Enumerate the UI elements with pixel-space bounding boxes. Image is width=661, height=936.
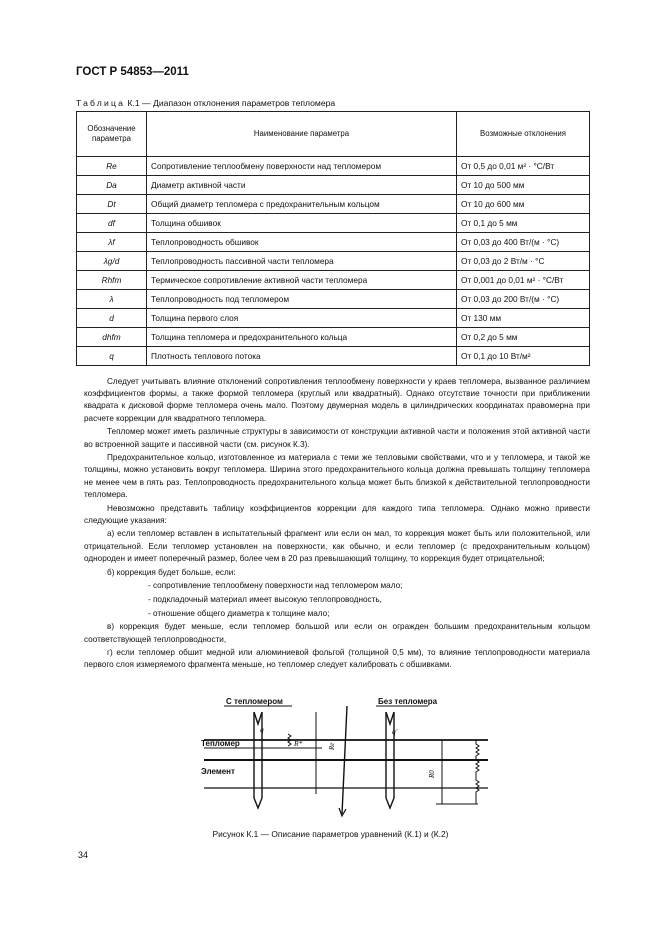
- cell-range: От 0,5 до 0,01 м² · °С/Вт: [457, 157, 590, 176]
- cell-name: Теплопроводность под тепломером: [147, 290, 457, 309]
- cell-symbol: df: [77, 214, 147, 233]
- table-row: [77, 214, 590, 233]
- paragraph: Предохранительное кольцо, изготовленное из материала с теми же тепловыми свойствами, что и у тепломера, и такой же толщины, можно установить вокруг тепломера. Ширина этого предохранительного кольца должна превышать толщину тепломера не менее чем в пять раз. Теплопроводность предохранительного кольца может быть близкой к действительной теплопроводности тепломера.: [84, 453, 590, 499]
- header-range: Возможные отклонения: [457, 112, 590, 157]
- document-title: ГОСТ Р 54853—2011: [76, 66, 189, 78]
- table-row: [77, 309, 590, 328]
- table-row: [77, 328, 590, 347]
- cell-symbol: Da: [77, 176, 147, 195]
- cell-range: От 10 до 600 мм: [457, 195, 590, 214]
- page-number: 34: [78, 850, 89, 860]
- cell-range: От 0,1 до 10 Вт/м²: [457, 347, 590, 366]
- cell-range: От 0,03 до 200 Вт/(м · °С): [457, 290, 590, 309]
- cell-symbol: λf: [77, 233, 147, 252]
- table-row: [77, 347, 590, 366]
- cell-name: Диаметр активной части: [147, 176, 457, 195]
- cell-range: От 130 мм: [457, 309, 590, 328]
- cell-name: Сопротивление теплообмену поверхности над тепломером: [147, 157, 457, 176]
- cell-name: Общий диаметр тепломера с предохранительным кольцом: [147, 195, 457, 214]
- table-caption-text: К.1 — Диапазон отклонения параметров тепломера: [125, 98, 336, 108]
- cell-symbol: dhfm: [77, 328, 147, 347]
- label-element: Элемент: [201, 767, 235, 776]
- cell-name: Теплопроводность обшивок: [147, 233, 457, 252]
- cell-name: Толщина обшивок: [147, 214, 457, 233]
- cell-symbol: Dt: [77, 195, 147, 214]
- label-heat-meter: Тепломер: [201, 739, 240, 748]
- paragraph: Тепломер может иметь различные структуры в зависимости от конструкции активной части и положения этой активной части во встроенной защите и пассивной части (см. рисунок К.3).: [84, 427, 590, 449]
- figure-caption: Рисунок К.1 — Описание параметров уравнений (К.1) и (К.2): [212, 829, 449, 839]
- cell-symbol: Re: [77, 157, 147, 176]
- cell-symbol: Rhfm: [77, 271, 147, 290]
- cell-name: Толщина тепломера и предохранительного кольца: [147, 328, 457, 347]
- table-caption: [76, 98, 335, 108]
- header-symbol: Обозначение параметра: [77, 112, 147, 157]
- label-with-meter: С тепломером: [226, 697, 283, 706]
- cell-name: Толщина первого слоя: [147, 309, 457, 328]
- list-item: - отношение общего диаметра к толщине мало;: [148, 608, 330, 618]
- cell-range: От 0,03 до 2 Вт/м · °С: [457, 252, 590, 271]
- cell-range: От 0,1 до 5 мм: [457, 214, 590, 233]
- label-q-prime: q': [392, 727, 398, 736]
- cell-name: Термическое сопротивление активной части тепломера: [147, 271, 457, 290]
- table-row: [77, 290, 590, 309]
- table-header-row: [77, 112, 590, 157]
- paragraph: в) коррекция будет меньше, если тепломер большой или если он огражден большим предохранительным кольцом соответствующей теплопроводности,: [84, 622, 590, 644]
- heat-flow-diagram: [196, 690, 496, 820]
- table-row: [77, 195, 590, 214]
- table-row: [77, 157, 590, 176]
- cell-name: Плотность теплового потока: [147, 347, 457, 366]
- table-caption-label: Таблица: [76, 98, 126, 108]
- cell-range: От 10 до 500 мм: [457, 176, 590, 195]
- label-without-meter: Без тепломера: [378, 697, 438, 706]
- table-row: [77, 176, 590, 195]
- cell-name: Теплопроводность пассивной части тепломера: [147, 252, 457, 271]
- cell-symbol: d: [77, 309, 147, 328]
- cell-symbol: λ: [77, 290, 147, 309]
- cell-range: От 0,2 до 5 мм: [457, 328, 590, 347]
- label-re: Re: [328, 742, 336, 750]
- paragraph: г) если тепломер обшит медной или алюминиевой фольгой (толщиной 0,5 мм), то влияние теплопроводности материала первого слоя измеряемого фрагмента меньше, но тепломер следует калибровать с обшивками.: [84, 648, 590, 670]
- body-text: [84, 376, 590, 673]
- paragraph: Невозможно представить таблицу коэффициентов коррекции для каждого типа тепломера. Однако можно привести следующие указания:: [84, 503, 590, 525]
- paragraph: б) коррекция будет больше, если:: [107, 567, 236, 577]
- list-item: - подкладочный материал имеет высокую теплопроводность,: [148, 594, 382, 604]
- label-r0: R0: [428, 770, 436, 778]
- label-q: q: [260, 725, 264, 734]
- label-r-star: R*: [294, 739, 303, 748]
- cell-symbol: λg/d: [77, 252, 147, 271]
- paragraph: а) если тепломер вставлен в испытательный фрагмент или если он мал, то коррекция может быть или положительной, или отрицательной. Если тепломер установлен на поверхности, как обычно, и если тепломер (с предохранительным кольцом) однороден и имеет поперечный размер, более чем в 20 раз превышающий толщину, то коррекция будет отрицательной;: [84, 529, 590, 563]
- paragraph: Следует учитывать влияние отклонений сопротивления теплообмену поверхности у краев тепломера, вызванное различием коэффициентов формы, а также формой тепломера (круглый или квадратный). Однако отсутствие точности при приближении квадрата к дисковой форме тепломера очень мало. Поэтому двумерная модель в цилиндрических координатах правомерна при расчете коррекции для квадратного тепломера.: [84, 377, 590, 423]
- table-row: [77, 233, 590, 252]
- cell-range: От 0,001 до 0,01 м² · °С/Вт: [457, 271, 590, 290]
- list-item: - сопротивление теплообмену поверхности над тепломером мало;: [148, 581, 403, 591]
- cell-range: От 0,03 до 400 Вт/(м · °С): [457, 233, 590, 252]
- table-row: [77, 252, 590, 271]
- header-name: Наименование параметра: [147, 112, 457, 157]
- parameters-table: [76, 111, 590, 366]
- cell-symbol: q: [77, 347, 147, 366]
- table-row: [77, 271, 590, 290]
